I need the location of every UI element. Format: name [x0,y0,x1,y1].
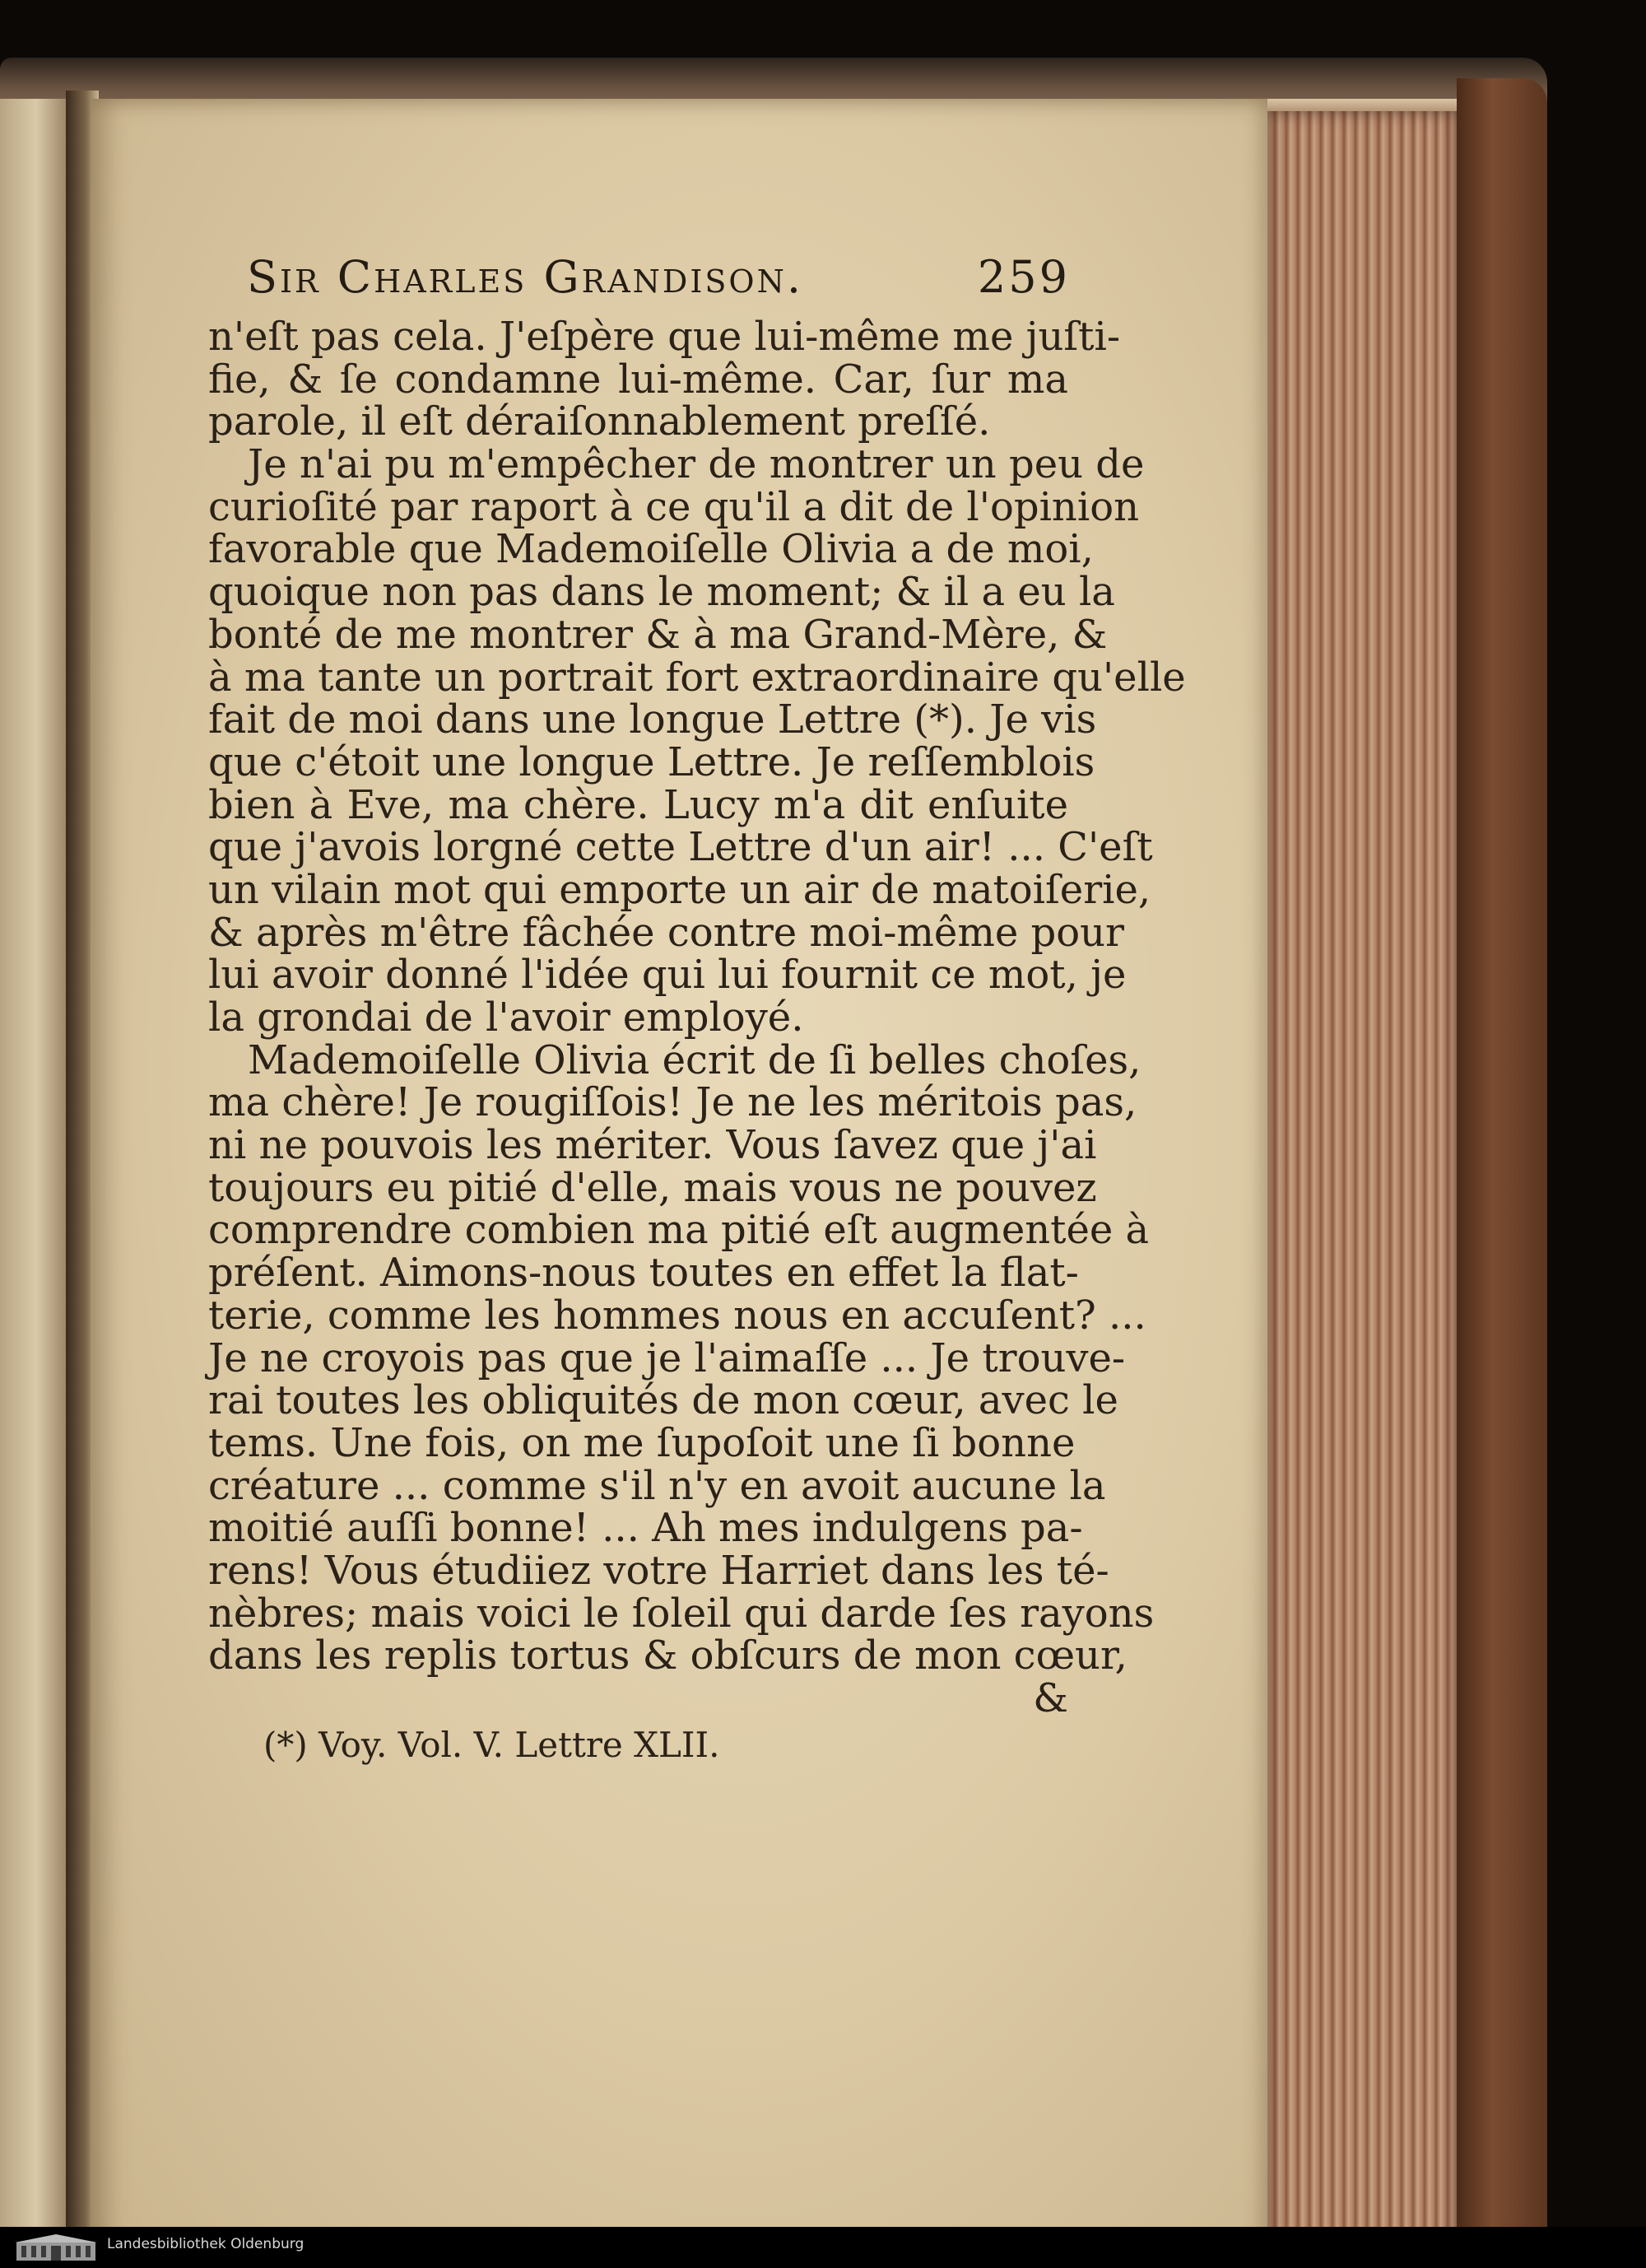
text-line: rai toutes les obliquités de mon cœur, avec le [208,1377,1118,1424]
text-line: Je ne croyois pas que je l'aimaſſe ... Je trouve- [208,1334,1126,1381]
book-back-cover [1457,78,1547,2252]
running-header [247,251,1070,309]
text-line: bonté de me montrer & à ma Grand-Mère, & [208,611,1108,658]
text-line: curioſité par raport à ce qu'il a dit de l'opinion [208,483,1139,530]
text-line: quoique non pas dans le moment; & il a eu la [208,569,1115,616]
text-line: lui avoir donné l'idée qui lui fournit ce mot, je [208,952,1127,999]
catchword: & [1033,1675,1068,1721]
stacked-page-edges [1267,111,1457,2252]
text-line: que j'avois lorgné cette Lettre d'un air! ... C'eſt [208,824,1153,871]
running-title: Sir Charles Grandison. [247,251,803,303]
text-line: la grondai de l'avoir employé. [208,994,804,1041]
text-line: dans les replis tortus & obſcurs de mon cœur, [208,1632,1128,1679]
text-line: un vilain mot qui emporte un air de matoiſerie, [208,866,1151,913]
text-line: toujours eu pitié d'elle, mais vous ne pouvez [208,1164,1097,1211]
text-line: terie, comme les hommes nous en accuſent? ... [208,1292,1146,1339]
text-line: comprendre combien ma pitié eſt augmentée à [208,1207,1150,1254]
text-line: parole, il eſt déraiſonnablement preſſé. [208,398,991,445]
footnote: (*) Voy. Vol. V. Lettre XLII. [263,1725,720,1765]
text-line: & après m'être fâchée contre moi-même pour [208,909,1124,956]
library-name: Landesbibliothek Oldenburg [107,2236,305,2252]
library-building-icon [15,2233,97,2262]
page-number: 259 [977,251,1070,303]
text-line: tems. Une fois, on me ſupoſoit une ſi bonne [208,1419,1076,1466]
text-line: que c'étoit une longue Lettre. Je reſſemblois [208,738,1095,785]
text-line: Je n'ai pu m'empêcher de montrer un peu de [248,441,1145,488]
text-line: à ma tante un portrait fort extraordinaire qu'elle [208,654,1186,701]
text-line: fie, & ſe condamne lui-même. Car, ſur ma [208,356,1068,403]
text-line: nèbres; mais voici le ſoleil qui darde ſes rayons [208,1590,1155,1637]
text-line: bien à Eve, ma chère. Lucy m'a dit enſuite [208,781,1068,828]
text-line: rens! Vous étudiiez votre Harriet dans les té- [208,1547,1109,1594]
text-line: moitié auſſi bonne! ... Ah mes indulgens pa- [208,1505,1083,1552]
text-line: fait de moi dans une longue Lettre (*). Je vis [208,696,1097,743]
text-line: créature ... comme s'il n'y en avoit aucune la [208,1462,1106,1509]
text-line: préſent. Aimons-nous toutes en effet la flat- [208,1250,1079,1297]
text-line: Mademoiſelle Olivia écrit de ſi belles choſes, [248,1036,1142,1083]
left-page-edge [0,99,69,2247]
body-text [208,314,1186,1721]
text-line: ni ne pouvois les mériter. Vous ſavez que j'ai [208,1122,1097,1169]
text-line: n'eſt pas cela. J'eſpère que lui-même me juſti- [208,314,1121,360]
text-line: ma chère! Je rougiſſois! Je ne les méritois pas, [208,1079,1137,1126]
text-line: favorable que Mademoiſelle Olivia a de moi, [208,526,1094,573]
